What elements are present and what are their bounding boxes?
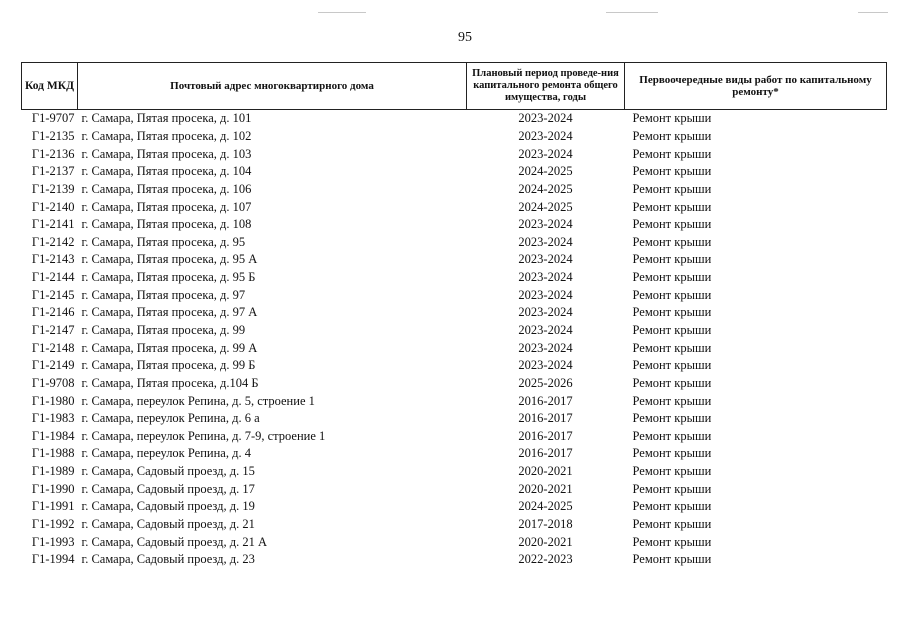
mkd-code: Г1-2149	[31, 358, 75, 373]
mkd-code: Г1-1984	[31, 428, 75, 443]
mkd-code: Г1-2136	[31, 146, 75, 161]
priority-works: Ремонт крыши	[632, 252, 712, 267]
mkd-code: Г1-2146	[31, 305, 75, 320]
table-row	[22, 251, 887, 269]
address: г. Самара, переулок Репина, д. 4	[81, 446, 251, 461]
mkd-code: Г1-2139	[31, 181, 75, 196]
address: г. Самара, Пятая просека, д. 95	[81, 234, 246, 249]
address: г. Самара, Пятая просека, д.104 Б	[81, 375, 259, 390]
priority-works: Ремонт крыши	[632, 499, 712, 514]
address: г. Самара, переулок Репина, д. 7-9, строение 1	[81, 428, 326, 443]
address: г. Самара, Пятая просека, д. 102	[81, 128, 252, 143]
priority-works: Ремонт крыши	[632, 375, 712, 390]
address: г. Самара, Садовый проезд, д. 17	[81, 481, 255, 496]
table-row	[22, 375, 887, 393]
mkd-code: Г1-2145	[31, 287, 75, 302]
address: г. Самара, Пятая просека, д. 97 А	[81, 305, 258, 320]
address: г. Самара, Садовый проезд, д. 23	[81, 552, 255, 567]
repair-period: 2024-2025	[518, 499, 573, 514]
repair-period: 2023-2024	[518, 234, 573, 249]
table-row	[22, 428, 887, 446]
table-row	[22, 410, 887, 428]
priority-works: Ремонт крыши	[632, 287, 712, 302]
header-period: Плановый период проведе-ния капитального ремонта общего имущества, годы	[467, 63, 625, 110]
address: г. Самара, Пятая просека, д. 103	[81, 146, 252, 161]
repair-period: 2016-2017	[518, 446, 573, 461]
mkd-code: Г1-2143	[31, 252, 75, 267]
repair-period: 2023-2024	[518, 128, 573, 143]
address: г. Самара, Садовый проезд, д. 21	[81, 517, 255, 532]
repair-period: 2024-2025	[518, 164, 573, 179]
table-body	[22, 110, 887, 569]
table-row	[22, 516, 887, 534]
address: г. Самара, Садовый проезд, д. 19	[81, 499, 255, 514]
table-row	[22, 445, 887, 463]
repair-period: 2016-2017	[518, 411, 573, 426]
priority-works: Ремонт крыши	[632, 464, 712, 479]
mkd-code: Г1-2144	[31, 270, 75, 285]
table-row	[22, 463, 887, 481]
repair-period: 2023-2024	[518, 111, 573, 126]
mkd-code: Г1-1980	[31, 393, 75, 408]
repair-period: 2023-2024	[518, 252, 573, 267]
address: г. Самара, Пятая просека, д. 107	[81, 199, 252, 214]
header-row	[22, 63, 887, 110]
table-row	[22, 110, 887, 128]
mkd-code: Г1-2140	[31, 199, 75, 214]
priority-works: Ремонт крыши	[632, 358, 712, 373]
repair-period: 2016-2017	[518, 428, 573, 443]
address: г. Самара, Пятая просека, д. 97	[81, 287, 246, 302]
address: г. Самара, Пятая просека, д. 99	[81, 323, 246, 337]
housing-register-table	[21, 62, 887, 569]
priority-works: Ремонт крыши	[632, 181, 712, 196]
priority-works: Ремонт крыши	[632, 340, 712, 355]
priority-works: Ремонт крыши	[632, 146, 712, 161]
header-code: Код МКД	[22, 63, 78, 110]
address: г. Самара, переулок Репина, д. 5, строение 1	[81, 393, 315, 408]
scan-artifacts	[0, 12, 905, 18]
repair-period: 2020-2021	[518, 464, 573, 479]
mkd-code: Г1-2137	[31, 164, 75, 179]
repair-period: 2025-2026	[518, 375, 573, 390]
repair-period: 2020-2021	[518, 534, 573, 549]
table-row	[22, 216, 887, 234]
address: г. Самара, Пятая просека, д. 106	[81, 181, 252, 196]
table-row	[22, 181, 887, 199]
priority-works: Ремонт крыши	[632, 128, 712, 143]
page-number: 95	[458, 30, 472, 45]
address: г. Самара, переулок Репина, д. 6 а	[81, 411, 260, 426]
address: г. Самара, Пятая просека, д. 99 А	[81, 340, 258, 355]
mkd-code: Г1-2142	[31, 234, 75, 249]
table-header	[22, 63, 887, 110]
table-row	[22, 163, 887, 181]
table-row	[22, 145, 887, 163]
repair-period: 2016-2017	[518, 393, 573, 408]
table-row	[22, 128, 887, 146]
priority-works: Ремонт крыши	[632, 552, 712, 567]
mkd-code: Г1-1992	[31, 517, 75, 532]
repair-period: 2024-2025	[518, 199, 573, 214]
address: г. Самара, Пятая просека, д. 99 Б	[81, 358, 256, 373]
priority-works: Ремонт крыши	[632, 446, 712, 461]
mkd-code: Г1-1990	[31, 481, 75, 496]
table-row	[22, 392, 887, 410]
mkd-code: Г1-1983	[31, 411, 75, 426]
priority-works: Ремонт крыши	[632, 164, 712, 179]
table-row	[22, 498, 887, 516]
priority-works: Ремонт крыши	[632, 234, 712, 249]
address: г. Самара, Садовый проезд, д. 15	[81, 464, 255, 479]
mkd-code: Г1-1989	[31, 464, 75, 479]
table-row	[22, 339, 887, 357]
priority-works: Ремонт крыши	[632, 393, 712, 408]
repair-period: 2023-2024	[518, 217, 573, 232]
mkd-code: Г1-2135	[31, 128, 75, 143]
mkd-code: Г1-2148	[31, 340, 75, 355]
priority-works: Ремонт крыши	[632, 481, 712, 496]
repair-period: 2023-2024	[518, 358, 573, 373]
repair-period: 2022-2023	[518, 552, 573, 567]
header-works: Первоочередные виды работ по капитальному ремонту*	[625, 63, 887, 110]
table-row	[22, 233, 887, 251]
header-address: Почтовый адрес многоквартирного дома	[78, 63, 467, 110]
table-row	[22, 322, 887, 340]
mkd-code: Г1-1991	[31, 499, 75, 514]
priority-works: Ремонт крыши	[632, 517, 712, 532]
mkd-code: Г1-1988	[31, 446, 75, 461]
repair-period: 2024-2025	[518, 181, 573, 196]
priority-works: Ремонт крыши	[632, 323, 712, 337]
priority-works: Ремонт крыши	[632, 199, 712, 214]
repair-period: 2023-2024	[518, 287, 573, 302]
mkd-code: Г1-9708	[31, 375, 75, 390]
priority-works: Ремонт крыши	[632, 217, 712, 232]
table-row	[22, 357, 887, 375]
mkd-code: Г1-9707	[31, 111, 75, 126]
priority-works: Ремонт крыши	[632, 411, 712, 426]
table-row	[22, 304, 887, 322]
mkd-code: Г1-2147	[31, 323, 75, 337]
address: г. Самара, Пятая просека, д. 101	[81, 111, 252, 126]
address: г. Самара, Пятая просека, д. 95 Б	[81, 270, 256, 285]
priority-works: Ремонт крыши	[632, 428, 712, 443]
mkd-code: Г1-1994	[31, 552, 75, 567]
repair-period: 2017-2018	[518, 517, 573, 532]
repair-period: 2023-2024	[518, 146, 573, 161]
table-row	[22, 480, 887, 498]
priority-works: Ремонт крыши	[632, 305, 712, 320]
repair-period: 2020-2021	[518, 481, 573, 496]
table-row	[22, 269, 887, 287]
table-row	[22, 198, 887, 216]
address: г. Самара, Пятая просека, д. 108	[81, 217, 252, 232]
mkd-code: Г1-2141	[31, 217, 75, 232]
table-row	[22, 533, 887, 551]
address: г. Самара, Пятая просека, д. 95 А	[81, 252, 258, 267]
repair-period: 2023-2024	[518, 305, 573, 320]
table-row	[22, 551, 887, 569]
priority-works: Ремонт крыши	[632, 270, 712, 285]
priority-works: Ремонт крыши	[632, 111, 712, 126]
address: г. Самара, Пятая просека, д. 104	[81, 164, 252, 179]
table-row	[22, 286, 887, 304]
repair-period: 2023-2024	[518, 270, 573, 285]
priority-works: Ремонт крыши	[632, 534, 712, 549]
address: г. Самара, Садовый проезд, д. 21 А	[81, 534, 268, 549]
repair-period: 2023-2024	[518, 323, 573, 337]
mkd-code: Г1-1993	[31, 534, 75, 549]
repair-period: 2023-2024	[518, 340, 573, 355]
